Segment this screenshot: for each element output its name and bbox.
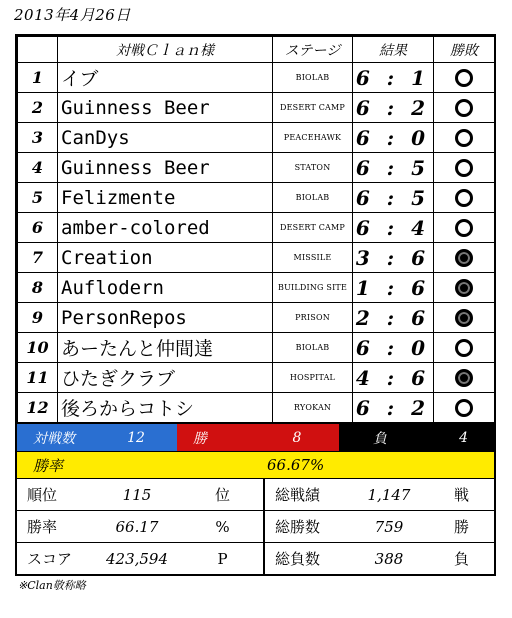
- win-mark-icon: [455, 399, 473, 417]
- clan-name: Felizmente: [58, 183, 273, 213]
- win-mark-icon: [455, 99, 473, 117]
- match-score: 6 : 1: [353, 63, 434, 93]
- losses-value: 4: [459, 429, 468, 446]
- match-number: 6: [18, 213, 58, 243]
- stage-name: BIOLAB: [273, 63, 353, 93]
- total-unit: 負: [429, 543, 494, 575]
- match-result: [434, 123, 495, 153]
- match-score: 3 : 6: [353, 243, 434, 273]
- matches-count-cell: [17, 424, 177, 451]
- win-rate-bar: [17, 451, 494, 478]
- match-result: [434, 153, 495, 183]
- win-rate-value: 66.67%: [267, 456, 325, 474]
- total-label: 総戦績: [264, 479, 349, 511]
- match-number: 8: [18, 273, 58, 303]
- table-row: [18, 303, 495, 333]
- stage-name: BIOLAB: [273, 183, 353, 213]
- header-stage: ステージ: [273, 37, 353, 63]
- match-number: 1: [18, 63, 58, 93]
- win-mark-icon: [455, 219, 473, 237]
- stat-value: 115: [92, 479, 182, 511]
- stat-unit: 位: [182, 479, 264, 511]
- stage-name: BUILDING SITE: [273, 273, 353, 303]
- match-number: 4: [18, 153, 58, 183]
- stage-name: PRISON: [273, 303, 353, 333]
- match-result: [434, 183, 495, 213]
- clan-name: CanDys: [58, 123, 273, 153]
- clan-name: amber-colored: [58, 213, 273, 243]
- match-score: 6 : 5: [353, 183, 434, 213]
- stage-name: RYOKAN: [273, 393, 353, 423]
- losses-count-cell: [339, 424, 494, 451]
- match-result: [434, 273, 495, 303]
- clan-name: 後ろからコトシ: [58, 393, 273, 423]
- total-unit: 勝: [429, 511, 494, 543]
- match-table: [17, 36, 495, 423]
- match-result: [434, 63, 495, 93]
- table-row: [18, 153, 495, 183]
- match-number: 12: [18, 393, 58, 423]
- match-score: 6 : 0: [353, 333, 434, 363]
- win-mark-icon: [455, 189, 473, 207]
- table-header: [18, 37, 495, 63]
- table-row: [18, 93, 495, 123]
- header-result: 結果: [353, 37, 434, 63]
- stage-name: PEACEHAWK: [273, 123, 353, 153]
- loss-mark-icon: [455, 309, 473, 327]
- match-result: [434, 93, 495, 123]
- win-mark-icon: [455, 69, 473, 87]
- table-row: [18, 273, 495, 303]
- stat-label: スコア: [17, 543, 92, 575]
- loss-mark-icon: [455, 369, 473, 387]
- stat-value: 423,594: [92, 543, 182, 575]
- table-row: [18, 243, 495, 273]
- footnote: ※Clan敬称略: [18, 579, 86, 592]
- total-value: 388: [349, 543, 429, 575]
- stat-label: 順位: [17, 479, 92, 511]
- clan-name: Auflodern: [58, 273, 273, 303]
- match-number: 7: [18, 243, 58, 273]
- table-row: [18, 213, 495, 243]
- match-result: [434, 303, 495, 333]
- stats-row: [17, 511, 494, 543]
- match-score: 1 : 6: [353, 273, 434, 303]
- stage-name: BIOLAB: [273, 333, 353, 363]
- table-row: [18, 363, 495, 393]
- table-row: [18, 333, 495, 363]
- loss-mark-icon: [455, 249, 473, 267]
- win-mark-icon: [455, 159, 473, 177]
- clan-name: Guinness Beer: [58, 93, 273, 123]
- match-result: [434, 393, 495, 423]
- stage-name: MISSILE: [273, 243, 353, 273]
- match-score: 6 : 4: [353, 213, 434, 243]
- stats-row: [17, 479, 494, 511]
- match-number: 3: [18, 123, 58, 153]
- stats-row: [17, 543, 494, 575]
- stage-name: STATON: [273, 153, 353, 183]
- total-value: 1,147: [349, 479, 429, 511]
- stat-unit: %: [182, 511, 264, 543]
- loss-mark-icon: [455, 279, 473, 297]
- match-score: 4 : 6: [353, 363, 434, 393]
- win-mark-icon: [455, 339, 473, 357]
- total-unit: 戦: [429, 479, 494, 511]
- table-row: [18, 393, 495, 423]
- table-row: [18, 183, 495, 213]
- header-no: [18, 37, 58, 63]
- stat-unit: P: [182, 543, 264, 575]
- match-score: 6 : 5: [353, 153, 434, 183]
- clan-name: PersonRepos: [58, 303, 273, 333]
- wins-label: 勝: [193, 430, 207, 447]
- matches-label: 対戦数: [33, 430, 75, 447]
- total-value: 759: [349, 511, 429, 543]
- matches-value: 12: [127, 429, 145, 446]
- wins-count-cell: [177, 424, 339, 451]
- wins-value: 8: [292, 429, 302, 446]
- match-score: 6 : 0: [353, 123, 434, 153]
- summary-bar: [17, 423, 494, 451]
- match-number: 2: [18, 93, 58, 123]
- stat-value: 66.17: [92, 511, 182, 543]
- match-result: [434, 243, 495, 273]
- win-rate-label: 勝率: [33, 456, 64, 475]
- clan-name: ひたぎクラブ: [58, 363, 273, 393]
- table-row: [18, 123, 495, 153]
- match-score: 6 : 2: [353, 393, 434, 423]
- match-number: 11: [18, 363, 58, 393]
- win-mark-icon: [455, 129, 473, 147]
- match-result: [434, 363, 495, 393]
- results-sheet: [15, 34, 496, 576]
- match-result: [434, 333, 495, 363]
- date-title: 2013年4月26日: [14, 6, 131, 24]
- match-number: 9: [18, 303, 58, 333]
- clan-name: イブ: [58, 63, 273, 93]
- match-number: 10: [18, 333, 58, 363]
- stage-name: HOSPITAL: [273, 363, 353, 393]
- clan-name: あーたんと仲間達: [58, 333, 273, 363]
- total-label: 総勝数: [264, 511, 349, 543]
- losses-label: 負: [373, 430, 387, 447]
- match-score: 6 : 2: [353, 93, 434, 123]
- clan-name: Creation: [58, 243, 273, 273]
- table-row: [18, 63, 495, 93]
- stats-table: [17, 478, 494, 574]
- match-result: [434, 213, 495, 243]
- total-label: 総負数: [264, 543, 349, 575]
- stage-name: DESERT CAMP: [273, 93, 353, 123]
- match-score: 2 : 6: [353, 303, 434, 333]
- header-winloss: 勝敗: [434, 37, 495, 63]
- stat-label: 勝率: [17, 511, 92, 543]
- clan-name: Guinness Beer: [58, 153, 273, 183]
- stage-name: DESERT CAMP: [273, 213, 353, 243]
- match-number: 5: [18, 183, 58, 213]
- header-clan: 対戦Ｃｌａｎ様: [58, 37, 273, 63]
